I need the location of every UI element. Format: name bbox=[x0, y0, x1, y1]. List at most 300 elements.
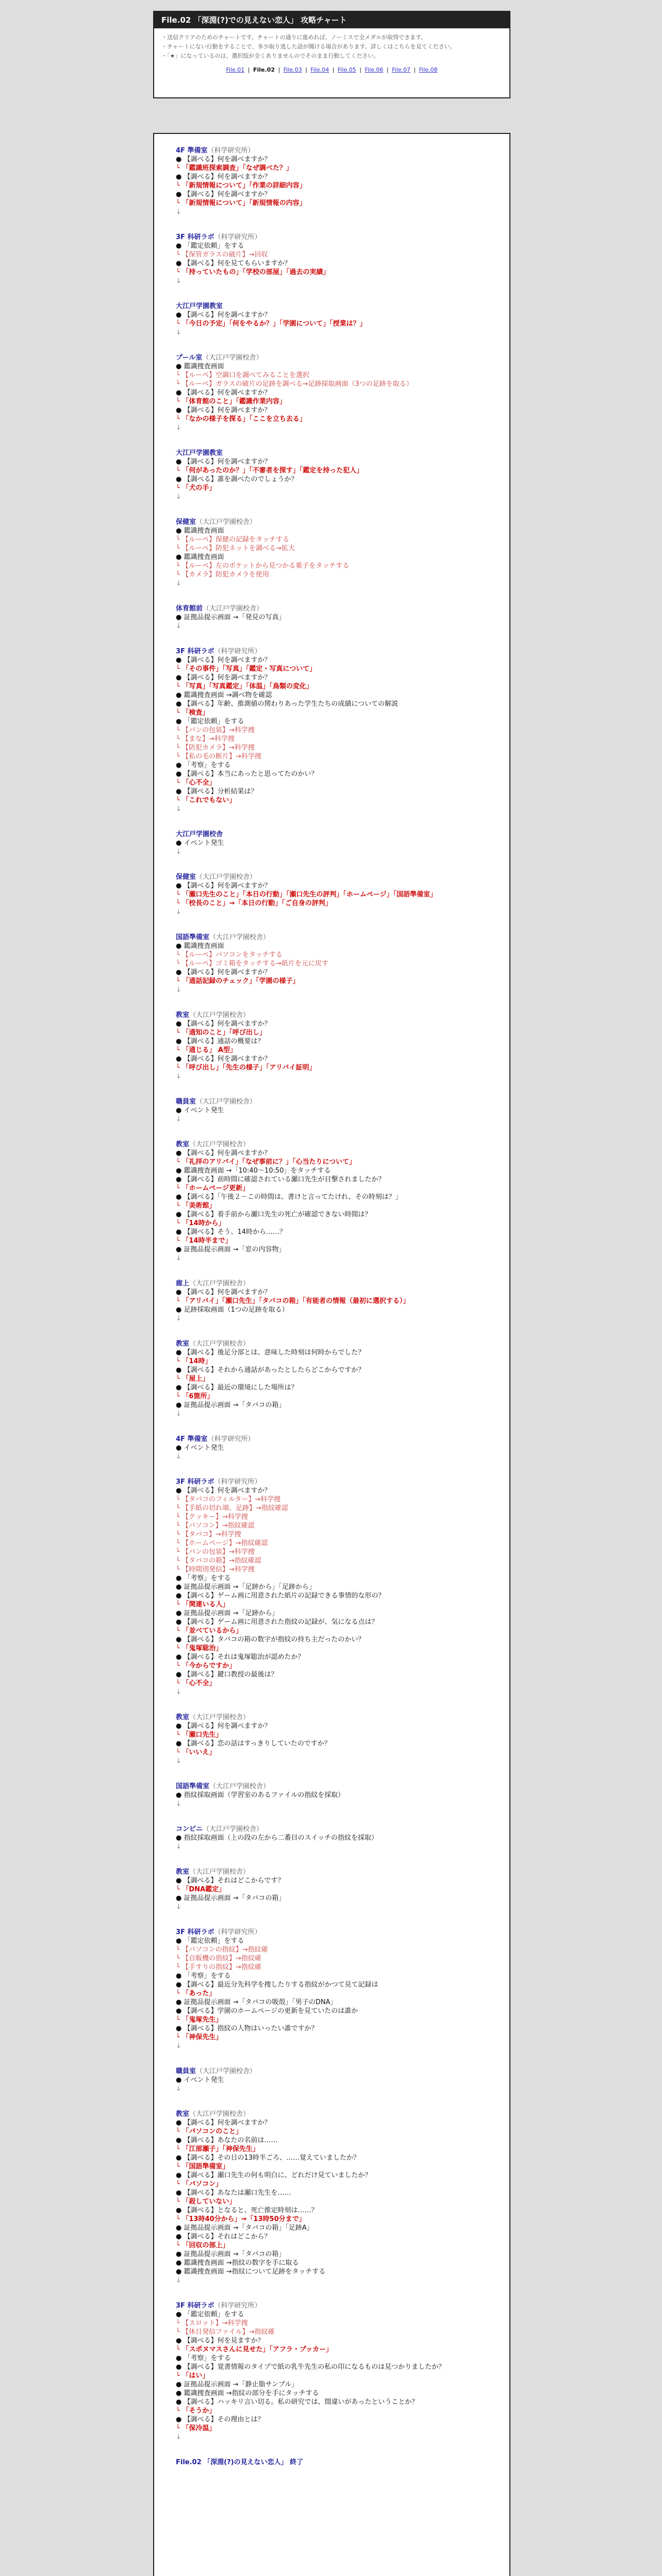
place-name: 3F 科研ラボ bbox=[176, 1478, 214, 1486]
chart-section bbox=[176, 1928, 502, 2050]
section-arrow-icon: ↓ bbox=[176, 805, 181, 813]
chart-step: ● イベント発生 bbox=[176, 1107, 224, 1114]
chart-step: └ 「新規情報について」「新規情報の内容」 bbox=[176, 199, 306, 207]
chart-step: └ 「通話記録のチェック」「学園の様子」 bbox=[176, 977, 300, 985]
chart-step: └ 「体育館のこと」「鑑識作業内容」 bbox=[176, 398, 286, 405]
notes bbox=[154, 28, 509, 60]
chart-step: ● 証拠品提示画面 →「足跡から」 bbox=[176, 1609, 279, 1617]
place-name: 3F 科研ラボ bbox=[176, 2302, 214, 2310]
chart-step: ● 【調べる】着手前から瀬口先生の死亡が確認できない時間は？ bbox=[176, 1211, 372, 1218]
chart-step: └ 「写真」「写真鑑定」「体温」「鳥類の変化」 bbox=[176, 683, 313, 690]
chart-step: └ 「14時半まで」 bbox=[176, 1237, 232, 1245]
section-place bbox=[176, 449, 502, 457]
section-place bbox=[176, 518, 502, 527]
file-link-01[interactable]: File.01 bbox=[226, 66, 245, 73]
chart-step: ● 証拠品提示画面 →「発見の写真」 bbox=[176, 614, 286, 621]
place-name: 廊上 bbox=[176, 1280, 190, 1287]
chart-step: └ 「そうか」 bbox=[176, 2407, 216, 2415]
chart-step: └ 「今からですか」 bbox=[176, 1662, 236, 1670]
chart-step: ● 鑑識捜査画面 →調べ物を確認 bbox=[176, 691, 272, 699]
chart-section bbox=[176, 604, 502, 631]
chart-step: ● 【調べる】何を調べますか？ bbox=[176, 1487, 271, 1495]
section-place bbox=[176, 1140, 502, 1149]
file-link-07[interactable]: File.07 bbox=[392, 66, 411, 73]
section-place bbox=[176, 647, 502, 656]
chart-section bbox=[176, 302, 502, 337]
chart-step: ● 【調べる】分析結果は？ bbox=[176, 788, 258, 795]
chart-step: └ 【時間別発信】→科学捜 bbox=[176, 1566, 255, 1573]
chart-step: └ 【ルーペ】防犯ネットを調べる→拡大 bbox=[176, 545, 295, 552]
chart-step: ● 【調べる】ハッキリ言い切る。私の研究では、間違いがあったということか？ bbox=[176, 2398, 419, 2406]
chart-step: └ 【防犯カメラ】→科学捜 bbox=[176, 744, 255, 752]
section-place bbox=[176, 2110, 502, 2119]
place-sub: （大江戸学園校舎） bbox=[189, 1868, 250, 1876]
chart-step: └ 【ホームページ】→指紋確認 bbox=[176, 1539, 268, 1547]
chart-section bbox=[176, 1097, 502, 1124]
chart-step: └ 「礼拝のアリバイ」「なぜ事前に？」「心当たりについて」 bbox=[176, 1158, 356, 1166]
file-link-05[interactable]: File.05 bbox=[337, 66, 356, 73]
chart-section bbox=[176, 449, 502, 501]
place-name: 大江戸学園校舎 bbox=[176, 831, 223, 838]
chart-step: ● 指紋採取画面（上の段の左から二番目のスイッチの指紋を採取） bbox=[176, 1834, 378, 1842]
place-sub: （大江戸学園校舎） bbox=[189, 2110, 250, 2118]
file-link-08[interactable]: File.08 bbox=[419, 66, 438, 73]
place-name: 3F 科研ラボ bbox=[176, 1928, 214, 1936]
chart-step: ● 鑑識捜査画面 bbox=[176, 363, 224, 370]
chart-step: └ 「瀬口先生」 bbox=[176, 1731, 223, 1739]
chart-step: ● 【調べる】それはどこから？ bbox=[176, 2233, 271, 2241]
place-sub: （科学研究所） bbox=[214, 233, 261, 241]
chart-step: ● 「考察」をする bbox=[176, 761, 231, 769]
section-place bbox=[176, 1340, 502, 1348]
section-arrow-icon: ↓ bbox=[176, 1688, 181, 1696]
section-place bbox=[176, 146, 502, 155]
chart-step: └ 【ルーペ】保健の記録をタッチする bbox=[176, 536, 289, 544]
chart-step: └ 「あった」 bbox=[176, 1990, 216, 1997]
chart-section bbox=[176, 1340, 502, 1418]
chart-section bbox=[176, 873, 502, 917]
chart-step: └ 「江部瀬子」「神保先生」 bbox=[176, 2145, 259, 2153]
chart-step: └ 「回収の部上」 bbox=[176, 2242, 229, 2249]
chart-step: └ 「これでもない」 bbox=[176, 796, 236, 804]
chart-step: ● 【調べる】ゲーム画に用意された指紋の記録が、気になる点は？ bbox=[176, 1618, 378, 1626]
chart-step: └ 【ルーペ】左のポケットから見つかる菓子をタッチする bbox=[176, 562, 350, 570]
chart-section bbox=[176, 353, 502, 432]
chart-step: ● 【調べる】何を調べますか？ bbox=[176, 1722, 271, 1730]
place-sub: （科学研究所） bbox=[214, 2302, 261, 2310]
place-name: 保健室 bbox=[176, 518, 196, 526]
chart-step: └ 【パンの包装】→科学捜 bbox=[176, 726, 255, 734]
chart-step: ● 「鑑定依頼」をする bbox=[176, 1937, 244, 1945]
chart-step: ● 【調べる】最近の環境にした場所は？ bbox=[176, 1384, 298, 1392]
place-sub: （科学研究所） bbox=[207, 147, 255, 155]
chart-section bbox=[176, 647, 502, 814]
place-sub: （科学研究所） bbox=[214, 648, 261, 655]
chart-step: ● 【調べる】となると、死亡推定時刻は……？ bbox=[176, 2207, 318, 2214]
file-link-04[interactable]: File.04 bbox=[310, 66, 329, 73]
section-place bbox=[176, 1478, 502, 1486]
place-name: 保健室 bbox=[176, 873, 196, 881]
chart-step: ● 【調べる】鍵口教授の最後は？ bbox=[176, 1671, 278, 1679]
section-arrow-icon: ↓ bbox=[176, 277, 181, 285]
section-arrow-icon: ↓ bbox=[176, 1800, 181, 1808]
section-arrow-icon: ↓ bbox=[176, 1315, 181, 1323]
chart-step: └ 「心不全」 bbox=[176, 1680, 216, 1687]
chart-step: ● 証拠品提示画面 →「静止脂サンプル」 bbox=[176, 2381, 299, 2388]
chart-step: ● 証拠品提示画面 →「タバコの箱」 bbox=[176, 1401, 286, 1409]
chart-step: └ 【ルーペ】パソコンをタッチする bbox=[176, 951, 283, 959]
chart-step: ● 【調べる】タバコの箱の数字が指紋の持ち主だったのかい？ bbox=[176, 1636, 365, 1643]
place-name: 教室 bbox=[176, 1340, 190, 1348]
chart-step: └ 【ルーペ】ガラスの破片の足跡を調べる→足跡採取画面（3つの足跡を取る） bbox=[176, 380, 413, 388]
chart-step: └ 「その事件」「写真」「鑑定・写真について」 bbox=[176, 665, 317, 673]
chart-step: ● 証拠品提示画面 →「窓の内容物」 bbox=[176, 1246, 286, 1253]
chart-step: └ 「関連いる人」 bbox=[176, 1601, 229, 1608]
chart-step: ● 【調べる】何を調べますか？ bbox=[176, 1020, 271, 1028]
place-name: 教室 bbox=[176, 1868, 190, 1876]
section-arrow-icon: ↓ bbox=[176, 622, 181, 630]
place-name: 大江戸学園教室 bbox=[176, 449, 223, 457]
chart-step: └ 「犬の手」 bbox=[176, 484, 216, 492]
chart-step: └ 「DNA鑑定」 bbox=[176, 1886, 226, 1893]
place-sub: （大江戸学園校舎） bbox=[189, 1280, 250, 1287]
chart-step: ● 【調べる】年齢、推測値の関わりあった学生たちの成績についての解説 bbox=[176, 700, 399, 708]
chart-step: └ 「13時40分から」→「13時50分まで」 bbox=[176, 2215, 306, 2223]
chart-step: └ 【パンの包装】→科学捜 bbox=[176, 1548, 255, 1556]
section-place bbox=[176, 1435, 502, 1444]
chart-step: ● 鑑識捜査画面 →指紋の数字を手に取る bbox=[176, 2259, 299, 2267]
chart-step: └ 「通知のこと」「呼び出し」 bbox=[176, 1029, 266, 1037]
file-link-06[interactable]: File.06 bbox=[365, 66, 384, 73]
chart-step: ● 鑑識捜査画面 bbox=[176, 527, 224, 535]
chart-step: ● 【調べる】何を調べますか？ bbox=[176, 389, 271, 397]
section-arrow-icon: ↓ bbox=[176, 580, 181, 587]
section-arrow-icon: ↓ bbox=[176, 1903, 181, 1911]
chart-step: └ 「今日の予定」「何をやるか？」「学園について」「授業は？」 bbox=[176, 320, 367, 328]
chart-step: ● 【調べる】瀬口先生の何も明白に、どれだけ見ていましたか？ bbox=[176, 2172, 372, 2179]
file-nav: File.01 | File.02 | File.03 | File.04 | File.05 | File.06 | File.07 | File.08 bbox=[226, 66, 438, 73]
chart-step: └ 「新規情報について」「作業の詳細内容」 bbox=[176, 182, 306, 190]
chart-step: ● 【調べる】後足分部とは、意味した時刻は何時からでした？ bbox=[176, 1349, 365, 1357]
chart-step: ● 【調べる】何を調べますか？ bbox=[176, 173, 271, 181]
page-title: File.02 「深淵(?)での見えない恋人」 攻略チャート bbox=[154, 12, 509, 28]
chart-step: └ 「アリバイ」「瀬口先生」「タバコの箱」「有能者の情報（最初に選択する）」 bbox=[176, 1297, 410, 1305]
chart-step: ● 鑑識捜査画面 →指紋の部分を手にタッチする bbox=[176, 2389, 319, 2397]
place-name: 体育館前 bbox=[176, 605, 203, 613]
file-link-03[interactable]: File.03 bbox=[283, 66, 302, 73]
chart-step: └ 「ホームページ更新」 bbox=[176, 1184, 250, 1192]
chart-step: └ 「殺していない」 bbox=[176, 2198, 236, 2206]
section-place bbox=[176, 353, 502, 362]
place-sub: （大江戸学園校舎） bbox=[196, 873, 257, 881]
chart-step: ● 証拠品提示画面 →「タバコの箱」「足跡A」 bbox=[176, 2224, 313, 2232]
chart-step: └ 【手すりの指紋】→指紋確 bbox=[176, 1963, 261, 1971]
chart-step: ● 【調べる】それは鬼塚聡治が認めたか？ bbox=[176, 1653, 305, 1661]
chart-section bbox=[176, 2110, 502, 2285]
chart-step: ● 【調べる】何を調べますか？ bbox=[176, 156, 271, 163]
place-sub: （科学研究所） bbox=[214, 1478, 261, 1486]
place-sub: （大江戸学園校舎） bbox=[196, 1098, 257, 1106]
chart-step: ● 【調べる】何を調べますか？ bbox=[176, 191, 271, 198]
chart-section bbox=[176, 1279, 502, 1323]
section-arrow-icon: ↓ bbox=[176, 2433, 181, 2441]
chart-step: └ 「鬼塚先生」 bbox=[176, 2016, 223, 2024]
place-name: 教室 bbox=[176, 2110, 190, 2118]
chart-step: └ 「何があったのか？」「不審者を探す」「鑑定を持った犯人」 bbox=[176, 467, 363, 474]
section-place bbox=[176, 1868, 502, 1876]
place-sub: （大江戸学園校舎） bbox=[202, 354, 263, 362]
section-arrow-icon: ↓ bbox=[176, 908, 181, 916]
place-name: 4F 準備室 bbox=[176, 1435, 208, 1443]
section-place bbox=[176, 873, 502, 882]
chart-step: ● 【調べる】何を調べますか？ bbox=[176, 1149, 271, 1157]
place-name: コンビニ bbox=[176, 1825, 203, 1833]
chart-step: └ 【私の毛の断片】→科学捜 bbox=[176, 753, 261, 760]
note-2: ・チャートにない行動をすることで、多少取り逃した話が聞ける場合があります。詳しくはこちらを見てください。 bbox=[161, 43, 456, 50]
chart-step: ● 【調べる】何を調べますか？ bbox=[176, 969, 271, 976]
chart-step: ● 【調べる】本当にあったと思ってたのかい？ bbox=[176, 770, 318, 778]
chart-step: ● 証拠品提示画面 →「タバコの吸殻」「男子のDNA」 bbox=[176, 1998, 337, 2006]
chart-section bbox=[176, 233, 502, 285]
chart-step: └ 【スロット】→科学捜 bbox=[176, 2319, 248, 2327]
chart-step: ● 【調べる】その日の13時半ごろ、……覚えていましたか？ bbox=[176, 2154, 360, 2162]
chart-step: └ 「校長のこと」→「本日の行動」「ご自身の評判」 bbox=[176, 900, 332, 907]
chart-step: ● 「鑑定依頼」をする bbox=[176, 242, 244, 250]
chart-section bbox=[176, 1140, 502, 1263]
chart-step: └ 【パソコンの指紋】→指紋確 bbox=[176, 1946, 268, 1954]
section-place bbox=[176, 604, 502, 613]
chart-step: └ 「呼び出し」「先生の様子」「アリバイ証明」 bbox=[176, 1064, 316, 1072]
place-name: 4F 準備室 bbox=[176, 147, 208, 155]
place-sub: （大江戸学園校舎） bbox=[203, 1825, 263, 1833]
chart-step: └ 【ルーペ】ゴミ箱をタッチする→紙片を元に戻す bbox=[176, 960, 328, 968]
chart-section bbox=[176, 1782, 502, 1808]
section-arrow-icon: ↓ bbox=[176, 1757, 181, 1765]
place-sub: （大江戸学園校舎） bbox=[203, 605, 263, 613]
chart-step: ● 【調べる】何を調べますか？ bbox=[176, 458, 271, 466]
chart-step: ● イベント発生 bbox=[176, 839, 224, 847]
chart-step: └ 【タバコのフィルター】→科学捜 bbox=[176, 1496, 281, 1503]
place-sub: （大江戸学園校舎） bbox=[189, 1714, 250, 1721]
chart-step: └ 【手紙の切れ端、足跡】→指紋確認 bbox=[176, 1504, 288, 1512]
section-place bbox=[176, 1279, 502, 1288]
chart-step: ● 【調べる】何を調べますか？ bbox=[176, 882, 271, 890]
chart-step: ● 鑑識捜査画面 →指紋について足跡をタッチする bbox=[176, 2268, 326, 2276]
section-place bbox=[176, 2067, 502, 2076]
place-sub: （大江戸学園校舎） bbox=[209, 1783, 270, 1790]
section-arrow-icon: ↓ bbox=[176, 208, 181, 216]
chart-step: ● 【調べる】覚書情報のタイプで紙の乳牛先生の私の印になるものは見つかりましたか？ bbox=[176, 2363, 445, 2371]
chart-content bbox=[153, 133, 510, 2576]
chart-step: ● 【調べる】学園のホームページの更新を見ていたのは誰か bbox=[176, 2007, 358, 2015]
place-name: 職員室 bbox=[176, 1098, 196, 1106]
chart-step: └ 【タバコ】→科学捜 bbox=[176, 1531, 241, 1538]
chart-step: ● 【調べる】あなたは瀬口先生を…… bbox=[176, 2189, 291, 2197]
sections-list bbox=[176, 146, 502, 2442]
place-sub: （大江戸学園校舎） bbox=[196, 518, 257, 526]
section-arrow-icon: ↓ bbox=[176, 986, 181, 994]
section-arrow-icon: ↓ bbox=[176, 329, 181, 336]
chart-step: └ 「鑑識班探索調査」「なぜ調べた？」 bbox=[176, 164, 293, 172]
section-arrow-icon: ↓ bbox=[176, 493, 181, 501]
chart-step: └ 【クッキー】→科学捜 bbox=[176, 1513, 248, 1521]
chart-step: ● 証拠品提示画面 →「タバコの箱」 bbox=[176, 1894, 286, 1902]
place-name: 国語準備室 bbox=[176, 1783, 210, 1790]
place-name: 教室 bbox=[176, 1714, 190, 1721]
chart-step: ● 「鑑定依頼」をする bbox=[176, 2311, 244, 2318]
chart-step: ● 【調べる】通話の概要は？ bbox=[176, 1038, 264, 1045]
header-box bbox=[153, 11, 510, 98]
section-place bbox=[176, 830, 502, 839]
chart-step: ● 【調べる】それはどこからです？ bbox=[176, 1877, 285, 1885]
chart-step: ● 「考察」をする bbox=[176, 1574, 231, 1582]
chart-step: ● 【調べる】誰を調べたのでしょうか？ bbox=[176, 476, 298, 483]
section-place bbox=[176, 933, 502, 942]
place-name: 3F 科研ラボ bbox=[176, 648, 214, 655]
chart-section bbox=[176, 2301, 502, 2442]
chart-step: └ 【ルーペ】空調口を調べてみることを選択 bbox=[176, 371, 309, 379]
section-place bbox=[176, 1928, 502, 1937]
chart-section bbox=[176, 2067, 502, 2093]
chart-step: └ 「検査」 bbox=[176, 709, 209, 717]
chart-step: ● 【調べる】それから通話があったとしたらどこからですか？ bbox=[176, 1366, 365, 1374]
chart-step: └ 「並べているから」 bbox=[176, 1627, 243, 1635]
chart-step: ● 鑑識捜査画面 bbox=[176, 553, 224, 561]
end-note: File.02 「深淵(?)の見えない恋人」 終了 bbox=[176, 2459, 304, 2466]
chart-step: ● 「鑑定依頼」をする bbox=[176, 718, 244, 725]
section-arrow-icon: ↓ bbox=[176, 1843, 181, 1851]
chart-step: ● 【調べる】恋の話はすっきりしていたのですか？ bbox=[176, 1740, 331, 1748]
chart-step: ● イベント発生 bbox=[176, 1444, 224, 1452]
chart-section bbox=[176, 1825, 502, 1851]
section-arrow-icon: ↓ bbox=[176, 1255, 181, 1262]
chart-section bbox=[176, 830, 502, 856]
chart-step: └ 「スポヌマスさんに見せた」「アフラ・プッカー」 bbox=[176, 2346, 333, 2353]
chart-step: ● 【調べる】何を調べますか？ bbox=[176, 1289, 271, 1296]
section-place bbox=[176, 1097, 502, 1106]
chart-step: ● 【調べる】最近分先科学を捜したりする指紋がかつて見て記録は bbox=[176, 1981, 378, 1989]
section-place bbox=[176, 1782, 502, 1791]
chart-step: ● 「考察」をする bbox=[176, 2354, 231, 2362]
chart-step: ● 鑑識捜査画面 bbox=[176, 942, 224, 950]
place-sub: （科学研究所） bbox=[214, 1928, 261, 1936]
place-name: プール室 bbox=[176, 354, 203, 362]
chart-step: └ 「はい」 bbox=[176, 2372, 209, 2380]
section-place bbox=[176, 302, 502, 311]
chart-step: └ 【まな】→科学捜 bbox=[176, 735, 235, 743]
chart-step: └ 【保管ガラスの破片】→回収 bbox=[176, 251, 268, 259]
chart-step: └ 「6箇所」 bbox=[176, 1393, 214, 1400]
chart-step: └ 「持っていたもの」「学校の部屋」「過去の実績」 bbox=[176, 268, 330, 276]
section-place bbox=[176, 233, 502, 242]
chart-step: └ 「保冷温」 bbox=[176, 2425, 216, 2432]
chart-step: └ 「いいえ」 bbox=[176, 1749, 216, 1756]
chart-step: ● イベント発生 bbox=[176, 2076, 224, 2084]
place-sub: （科学研究所） bbox=[207, 1435, 255, 1443]
chart-section bbox=[176, 1713, 502, 1766]
chart-step: ● 【調べる】何を調べますか？ bbox=[176, 674, 271, 682]
place-name: 教室 bbox=[176, 1011, 190, 1019]
section-arrow-icon: ↓ bbox=[176, 2085, 181, 2093]
chart-step: ● 【調べる】その理由とは？ bbox=[176, 2416, 264, 2424]
chart-step: └ 「通じる」 A型」 bbox=[176, 1046, 237, 1054]
section-arrow-icon: ↓ bbox=[176, 1073, 181, 1080]
chart-step: ● 【調べる】何を調べますか？ bbox=[176, 1055, 271, 1063]
chart-step: └ 「神保先生」 bbox=[176, 2033, 223, 2041]
chart-step: └ 「パソコン」 bbox=[176, 2180, 223, 2188]
chart-step: └ 「美術館」 bbox=[176, 1202, 216, 1210]
chart-step: ● 【調べる】あなたの名前は…… bbox=[176, 2137, 278, 2144]
place-name: 3F 科研ラボ bbox=[176, 233, 214, 241]
chart-step: ● 「考察」をする bbox=[176, 1972, 231, 1980]
note-1: ・送信クリアのためのチャートです。チャートの通りに進めれば、ノーミスで全メダルが取得できます。 bbox=[161, 34, 427, 41]
section-place bbox=[176, 1713, 502, 1722]
section-arrow-icon: ↓ bbox=[176, 424, 181, 432]
place-sub: （大江戸学園校舎） bbox=[189, 1340, 250, 1348]
chart-section bbox=[176, 146, 502, 216]
place-name: 教室 bbox=[176, 1141, 190, 1148]
chart-section bbox=[176, 1435, 502, 1461]
chart-step: ● 【調べる】指紋の人物はいったい誰ですか？ bbox=[176, 2025, 318, 2032]
chart-step: ● 【調べる】何を見ますか？ bbox=[176, 2337, 264, 2345]
section-arrow-icon: ↓ bbox=[176, 2042, 181, 2050]
place-name: 職員室 bbox=[176, 2067, 196, 2075]
section-place bbox=[176, 1011, 502, 1020]
chart-step: ● 【調べる】そう、14時から……？ bbox=[176, 1228, 287, 1236]
chart-step: ● 【調べる】何を調べますか？ bbox=[176, 311, 271, 319]
section-arrow-icon: ↓ bbox=[176, 1115, 181, 1123]
chart-step: └ 「なかの様子を探る」「ここを立ち去る」 bbox=[176, 415, 306, 423]
chart-step: └ 【自販機の指紋】→指紋確 bbox=[176, 1955, 261, 1962]
chart-step: ● 【調べる】前時間に確認されている瀬口先生が目撃されましたか？ bbox=[176, 1176, 385, 1183]
chart-step: ● 足跡採取画面（1つの足跡を取る） bbox=[176, 1306, 289, 1314]
chart-step: └ 「パソコンのこと」 bbox=[176, 2128, 243, 2136]
chart-step: └ 「国語準備室」 bbox=[176, 2163, 229, 2171]
chart-step: ● 鑑識捜査画面 →「10:40〜10:50」をタッチする bbox=[176, 1167, 331, 1175]
place-sub: （大江戸学園校舎） bbox=[189, 1011, 250, 1019]
section-arrow-icon: ↓ bbox=[176, 1410, 181, 1418]
place-name: 大江戸学園教室 bbox=[176, 302, 223, 310]
chart-section bbox=[176, 1478, 502, 1697]
chart-step: ● 証拠品提示画面 →「タバコの箱」 bbox=[176, 2250, 286, 2258]
chart-step: └ 【休日発信ファイル】→指紋確 bbox=[176, 2328, 275, 2336]
section-arrow-icon: ↓ bbox=[176, 2277, 181, 2284]
chart-step: ● 【調べる】「午後２－この時間は、書けと言ってたけれ、その時刻は？」 bbox=[176, 1193, 402, 1201]
chart-step: └ 【パソコン】→指紋確認 bbox=[176, 1522, 255, 1530]
place-name: 国語準備室 bbox=[176, 934, 210, 941]
note-3: ・「★」になっているのは、選択肢が全くありませんのでそのまま行動してください。 bbox=[161, 53, 379, 59]
place-sub: （大江戸学園校舎） bbox=[209, 934, 270, 941]
section-place bbox=[176, 1825, 502, 1834]
chart-step: └ 「14時から」 bbox=[176, 1219, 225, 1227]
chart-step: └ 「14時」 bbox=[176, 1358, 212, 1365]
chart-step: └ 【カメラ】防犯カメラを使用 bbox=[176, 571, 269, 579]
chart-step: ● 【調べる】何を調べますか？ bbox=[176, 2119, 271, 2127]
chart-step: └ 「心不全」 bbox=[176, 779, 216, 787]
chart-section bbox=[176, 1011, 502, 1081]
chart-step: ● 【調べる】何を調べますか？ bbox=[176, 656, 271, 664]
chart-step: └ 「屋上」 bbox=[176, 1375, 209, 1383]
chart-step: ● 【調べる】何を見てもらいますか？ bbox=[176, 260, 291, 267]
place-sub: （大江戸学園校舎） bbox=[196, 2067, 257, 2075]
chart-step: └ 「瀬口先生のこと」「本日の行動」「瀬口先生の評判」「ホームページ」「国語準備室」 bbox=[176, 891, 437, 899]
chart-section bbox=[176, 933, 502, 994]
section-arrow-icon: ↓ bbox=[176, 1453, 181, 1461]
chart-step: └ 「鬼塚聡治」 bbox=[176, 1645, 223, 1652]
chart-step: ● 指紋採取画面（学習室のあるファイルの指紋を採取） bbox=[176, 1791, 345, 1799]
chart-section bbox=[176, 1868, 502, 1911]
chart-step: ● 証拠品提示画面 →「足跡から」「足跡から」 bbox=[176, 1583, 316, 1591]
